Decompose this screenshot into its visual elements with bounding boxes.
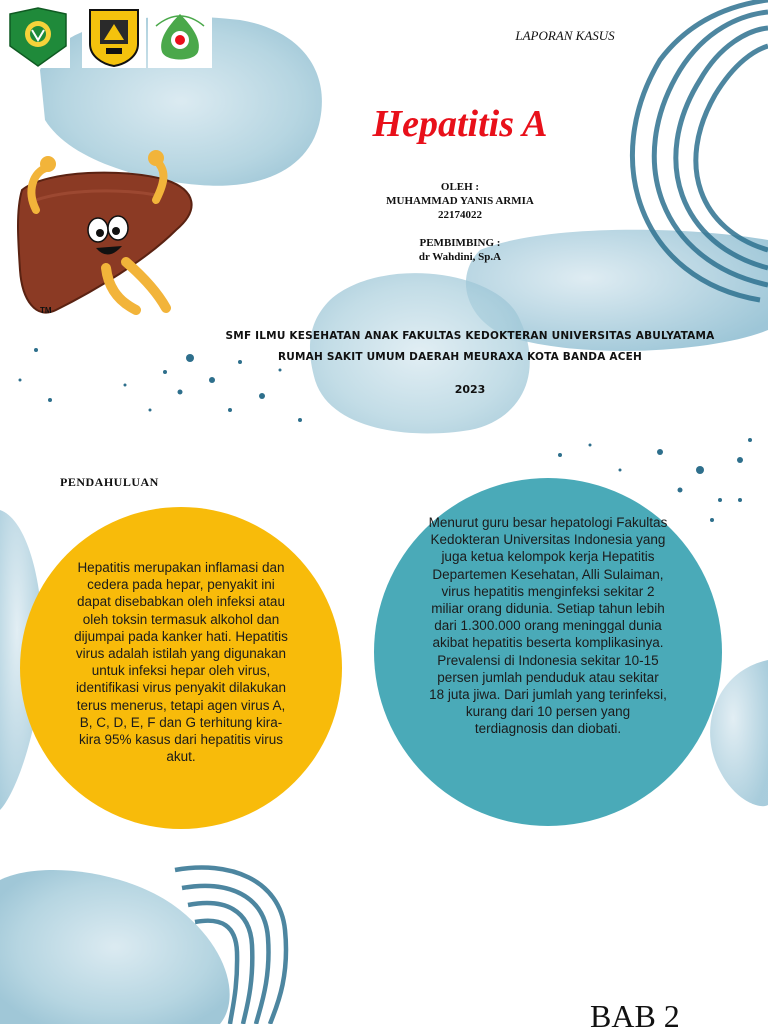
by-label: OLEH : [440, 181, 480, 193]
supervisor-label: PEMBIMBING : [419, 237, 501, 249]
page-title: Hepatitis A [372, 103, 548, 145]
info-circle-teal-text: Menurut guru besar hepatologi Fakultas Kedokteran Universitas Indonesia yang juga ketua kelompok kerja Hepatitis Departemen Kesehatan, Alli Sulaiman, virus hepatitis menginfeksi sekitar 2 miliar orang didunia. Setiap tahun lebih dari 1.300.000 orang meninggal dunia akibat hepatitis beserta komplikasinya. Prevalensi di Indonesia sekitar 10-15 persen jumlah penduduk atau sekitar 18 juta jiwa. Dari jumlah yang terinfeksi, kurang dari 10 persen yang terdiagnosis dan diobati. [428, 515, 668, 737]
supervisor-name: dr Wahdini, Sp.A [418, 251, 502, 263]
author-name: MUHAMMAD YANIS ARMIA [386, 195, 534, 207]
author-id: 22174022 [438, 209, 482, 221]
aceh-province-logo [82, 6, 146, 68]
liver-mascot-illustration [16, 150, 200, 320]
chapter-label: BAB 2 [590, 998, 680, 1034]
info-circle-teal [374, 478, 722, 826]
institution-line-2: RUMAH SAKIT UMUM DAERAH MEURAXA KOTA BANDA ACEH [277, 351, 643, 363]
info-circle-yellow-text: Hepatitis merupakan inflamasi dan cedera pada hepar, penyakit ini dapat disebabkan oleh infeksi atau oleh toksin termasuk alkohol dan dijumpai pada kanker hati. Hepatitis virus adalah istilah yang digunakan untuk infeksi hepar oleh virus, identifikasi virus penyakit dilakukan terus menerus, tetapi agen virus A, B, C, D, E, F dan G terhitung kira-kira 95% kasus dari hepatitis virus akut. [74, 560, 288, 765]
author-block [360, 180, 560, 264]
report-year: 2023 [454, 383, 486, 396]
info-circle-yellow [20, 507, 342, 829]
watercolor-blob-bottom [0, 870, 230, 1024]
institution-line-1: SMF ILMU KESEHATAN ANAK FAKULTAS KEDOKTERAN UNIVERSITAS ABULYATAMA [225, 330, 715, 342]
section-heading-introduction: PENDAHULUAN [60, 475, 159, 489]
pediatric-association-logo [148, 6, 212, 68]
report-type-label: LAPORAN KASUS [515, 28, 615, 43]
trademark-mark: TM [40, 306, 52, 315]
university-logo [6, 6, 70, 68]
